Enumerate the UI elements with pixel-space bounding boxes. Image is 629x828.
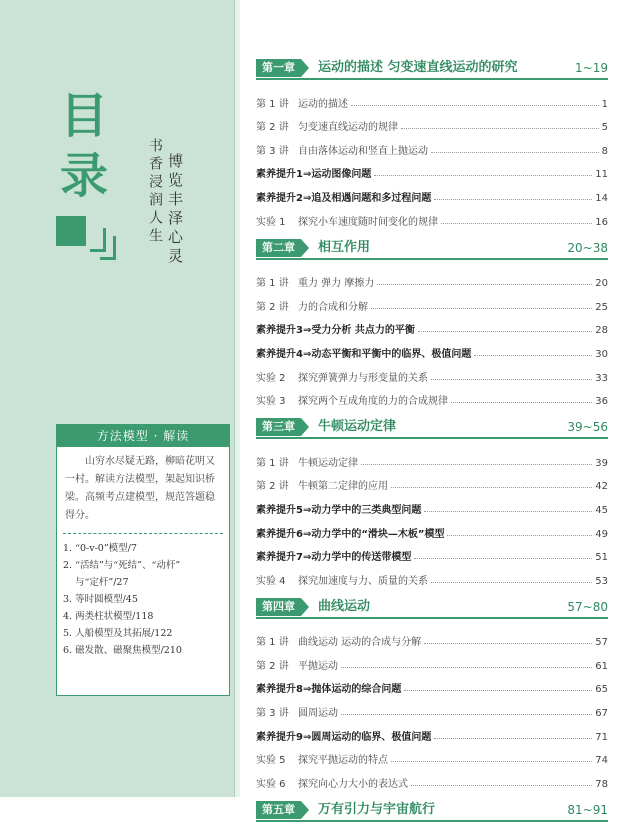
toc-entry-number: 第 2 讲: [256, 660, 289, 672]
toc-entry[interactable]: [256, 563, 608, 587]
toc-entry-label: [256, 392, 448, 407]
toc-entry-text: 牛顿运动定律: [298, 457, 358, 469]
toc-entry-number: 实验 6: [256, 778, 286, 790]
decorative-square: [56, 216, 86, 246]
toc-entry-label: [256, 548, 411, 563]
dot-leader: [424, 643, 592, 644]
toc-entry-number: 第 1 讲: [256, 457, 289, 469]
toc-entry-label: [256, 95, 348, 110]
toc-entry-label: [256, 501, 421, 516]
toc-entry-page: 53: [595, 575, 608, 587]
toc-entry-number: 实验 5: [256, 755, 286, 767]
toc-entry-page: 78: [595, 778, 608, 790]
toc-entry-number: 第 2 讲: [256, 301, 289, 313]
toc-entry[interactable]: [256, 766, 608, 790]
toc-entry-page: 11: [595, 169, 608, 181]
chapter-header[interactable]: [256, 417, 608, 439]
motto-line-1: 书香浸润人生: [147, 138, 163, 246]
dot-leader: [341, 714, 592, 715]
toc-entry-page: 61: [595, 660, 608, 672]
dot-leader: [451, 402, 592, 403]
method-box-intro: 山穷水尽疑无路，柳暗花明又一村。解读方法模型，架起知识桥梁。高频考点建模型，规范答题稳得分。: [65, 456, 215, 521]
toc-entry-text: 牛顿第二定律的应用: [298, 481, 388, 493]
toc-entry-text: 自由落体运动和竖直上抛运动: [298, 145, 428, 157]
toc-entry-page: 8: [601, 145, 608, 157]
chapter-header[interactable]: [256, 800, 608, 822]
chapter-badge: 第一章: [256, 59, 301, 77]
toc-entry-number: 第 1 讲: [256, 637, 289, 649]
toc-entry[interactable]: [256, 516, 608, 540]
toc-entry-text: 素养提升4⇒动态平衡和平衡中的临界、极值问题: [256, 348, 472, 360]
toc-entry-page: 57: [595, 637, 608, 649]
dot-leader: [404, 690, 592, 691]
toc-entry[interactable]: [256, 672, 608, 696]
toc-entry-label: [256, 704, 338, 719]
chapter-title: 曲线运动: [318, 598, 371, 614]
table-of-contents: [256, 58, 608, 828]
chapter-gap: [256, 228, 608, 238]
toc-entry-text: 素养提升6⇒动力学中的“滑块—木板”模型: [256, 528, 445, 540]
toc-entry-label: [256, 118, 398, 133]
dot-leader: [391, 761, 592, 762]
method-list-item: 5. 人船模型及其拓展/122: [63, 628, 173, 639]
toc-entry-page: 51: [595, 552, 608, 564]
method-list-item: 4. 两类柱状模型/118: [63, 611, 154, 622]
toc-entry-number: 第 2 讲: [256, 122, 289, 134]
chapter-gap: [256, 587, 608, 597]
toc-entry[interactable]: [256, 384, 608, 408]
toc-entry[interactable]: [256, 648, 608, 672]
dot-leader: [418, 331, 592, 332]
toc-entry[interactable]: [256, 492, 608, 516]
toc-entry[interactable]: [256, 266, 608, 290]
chapter-badge: 第三章: [256, 418, 301, 436]
dot-leader: [351, 105, 599, 106]
dot-leader: [341, 667, 592, 668]
method-list-item: 3. 等时圆模型/45: [63, 594, 138, 605]
toc-entry-number: 第 2 讲: [256, 481, 289, 493]
dot-leader: [441, 223, 592, 224]
toc-entry-page: 20: [595, 278, 608, 290]
toc-entry-page: 28: [595, 325, 608, 337]
toc-entry[interactable]: [256, 360, 608, 384]
dot-leader: [414, 558, 592, 559]
dot-leader: [434, 199, 592, 200]
toc-entry[interactable]: [256, 204, 608, 228]
toc-entry[interactable]: [256, 540, 608, 564]
toc-entry-text: 圆周运动: [298, 708, 338, 720]
toc-entry-text: 素养提升8⇒抛体运动的综合问题: [256, 684, 402, 696]
toc-entry[interactable]: [256, 86, 608, 110]
toc-entry[interactable]: [256, 157, 608, 181]
divider: [63, 533, 223, 534]
toc-entry[interactable]: [256, 469, 608, 493]
toc-entry-text: 力的合成和分解: [298, 301, 368, 313]
dot-leader: [411, 785, 592, 786]
toc-entry-label: [256, 298, 368, 313]
toc-entry-page: 25: [595, 301, 608, 313]
toc-entry-page: 33: [595, 372, 608, 384]
toc-entry-label: [256, 165, 371, 180]
toc-entry-label: [256, 321, 415, 336]
chapter-title: 万有引力与宇宙航行: [318, 801, 436, 817]
toc-entry[interactable]: [256, 625, 608, 649]
toc-entry-text: 素养提升1⇒运动图像问题: [256, 169, 372, 181]
toc-entry-text: 重力 弹力 摩擦力: [298, 278, 375, 290]
toc-entry-label: [256, 189, 431, 204]
toc-entry-text: 曲线运动 运动的合成与分解: [298, 637, 422, 649]
toc-entry-page: 14: [595, 192, 608, 204]
toc-entry-number: 实验 1: [256, 216, 286, 228]
toc-entry-text: 探究加速度与力、质量的关系: [298, 575, 428, 587]
toc-entry[interactable]: [256, 180, 608, 204]
method-box-header: 方法模型 · 解读: [57, 425, 229, 447]
toc-entry[interactable]: [256, 133, 608, 157]
toc-entry-text: 探究弹簧弹力与形变量的关系: [298, 372, 428, 384]
dot-leader: [431, 152, 599, 153]
chapter-pages: 57~80: [567, 599, 608, 614]
toc-entry-label: [256, 680, 401, 695]
toc-entry-label: [256, 274, 374, 289]
toc-entry[interactable]: [256, 110, 608, 134]
toc-entry[interactable]: [256, 289, 608, 313]
toc-entry-text: 素养提升7⇒动力学中的传送带模型: [256, 552, 412, 564]
method-list-item: 与“定杆”/27: [75, 577, 129, 588]
toc-entry-text: 探究平抛运动的特点: [298, 755, 388, 767]
chapter-badge: 第二章: [256, 239, 301, 257]
toc-entry[interactable]: [256, 719, 608, 743]
method-list-item: 1. “0-v-0”模型/7: [63, 543, 137, 554]
toc-entry-page: 74: [595, 755, 608, 767]
toc-entry-text: 素养提升9⇒圆周运动的临界、极值问题: [256, 731, 432, 743]
chapter-gap: [256, 790, 608, 800]
toc-entry-page: 39: [595, 457, 608, 469]
toc-entry-text: 探究向心力大小的表达式: [298, 778, 408, 790]
dot-leader: [377, 284, 592, 285]
chapter-header[interactable]: [256, 597, 608, 619]
toc-entry-label: [256, 142, 428, 157]
chapter-gap: [256, 407, 608, 417]
toc-entry[interactable]: [256, 336, 608, 360]
toc-entry[interactable]: [256, 313, 608, 337]
method-list-item: 6. 磁发散、磁聚焦模型/210: [63, 645, 182, 656]
chapter-badge: 第四章: [256, 598, 301, 616]
toc-entry[interactable]: [256, 695, 608, 719]
toc-entry-page: 42: [595, 481, 608, 493]
toc-entry-label: [256, 477, 388, 492]
chapter-pages: 81~91: [567, 802, 608, 817]
dot-leader: [431, 379, 592, 380]
toc-entry-number: 第 3 讲: [256, 708, 289, 720]
toc-entry-label: [256, 369, 428, 384]
dot-leader: [434, 738, 592, 739]
title-char-1: 目: [60, 88, 109, 144]
toc-entry-text: 匀变速直线运动的规律: [298, 122, 398, 134]
toc-entry-label: [256, 525, 444, 540]
page-fold-edge: [234, 0, 240, 797]
dot-leader: [401, 128, 599, 129]
toc-entry-number: 第 3 讲: [256, 145, 289, 157]
toc-entry-text: 素养提升3⇒受力分析 共点力的平衡: [256, 325, 415, 337]
motto-line-2: 博览丰泽心灵: [166, 153, 184, 267]
toc-entry-text: 素养提升5⇒动力学中的三类典型问题: [256, 504, 422, 516]
dot-leader: [447, 535, 592, 536]
dot-leader: [371, 308, 592, 309]
toc-entry-text: 探究两个互成角度的力的合成规律: [298, 396, 448, 408]
toc-entry-number: 第 1 讲: [256, 278, 289, 290]
toc-entry-page: 67: [595, 708, 608, 720]
toc-entry-number: 实验 2: [256, 372, 286, 384]
chapter-badge: 第五章: [256, 801, 301, 819]
toc-entry-page: 49: [595, 528, 608, 540]
toc-entry-label: [256, 728, 431, 743]
dot-leader: [391, 487, 592, 488]
title-char-2: 录: [60, 148, 109, 204]
dot-leader: [424, 511, 592, 512]
toc-entry-page: 1: [601, 98, 608, 110]
toc-entry-label: [256, 657, 338, 672]
toc-entry-label: [256, 775, 408, 790]
dot-leader: [474, 355, 592, 356]
chapter-pages: 1~19: [575, 61, 608, 75]
toc-entry-page: 5: [601, 122, 608, 134]
toc-entry-page: 16: [595, 216, 608, 228]
chapter-title: 牛顿运动定律: [318, 419, 397, 435]
decorative-bracket: [100, 236, 116, 260]
toc-entry-text: 素养提升2⇒追及相遇问题和多过程问题: [256, 192, 432, 204]
toc-entry-label: [256, 454, 358, 469]
chapter-header[interactable]: [256, 58, 608, 80]
toc-entry[interactable]: [256, 445, 608, 469]
toc-entry-page: 45: [595, 504, 608, 516]
chapter-pages: 39~56: [567, 420, 608, 435]
toc-entry-label: [256, 572, 428, 587]
toc-entry-page: 36: [595, 396, 608, 408]
chapter-title: 相互作用: [318, 239, 371, 255]
toc-entry-number: 实验 4: [256, 575, 286, 587]
toc-entry-label: [256, 751, 388, 766]
left-sidebar: [0, 0, 236, 797]
toc-entry-number: 第 1 讲: [256, 98, 289, 110]
toc-entry-text: 平抛运动: [298, 660, 338, 672]
toc-entry-page: 71: [595, 731, 608, 743]
chapter-pages: 20~38: [567, 240, 608, 255]
dot-leader: [431, 582, 592, 583]
chapter-header[interactable]: [256, 238, 608, 260]
method-list-item: 2. “活结”与“死结”、“动杆”: [63, 560, 181, 571]
toc-entry-label: [256, 633, 421, 648]
toc-entry-text: 运动的描述: [298, 98, 348, 110]
chapter-title: 运动的描述 匀变速直线运动的研究: [318, 60, 518, 75]
toc-entry-text: 探究小车速度随时间变化的规律: [298, 216, 438, 228]
toc-entry-page: 30: [595, 348, 608, 360]
toc-entry-number: 实验 3: [256, 396, 286, 408]
toc-entry-label: [256, 213, 438, 228]
method-model-box: [56, 424, 230, 696]
dot-leader: [374, 175, 592, 176]
toc-entry[interactable]: [256, 743, 608, 767]
toc-entry-label: [256, 345, 471, 360]
toc-entry-page: 65: [595, 684, 608, 696]
dot-leader: [361, 464, 592, 465]
method-model-list: [57, 540, 229, 659]
